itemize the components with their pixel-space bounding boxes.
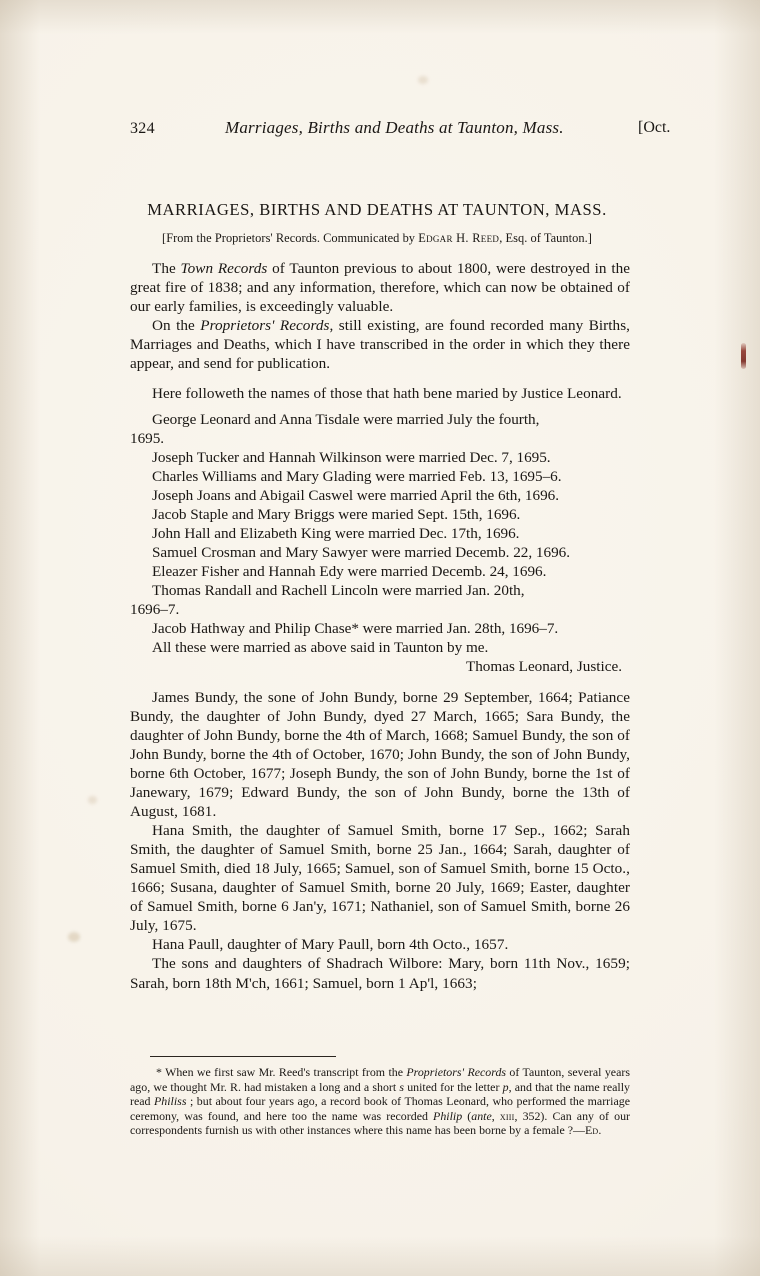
- fn-italic-proprietors-records: Proprietors' Records: [406, 1065, 507, 1079]
- fn-seg7: ,: [491, 1108, 500, 1123]
- record-paragraph-smith: Hana Smith, the daughter of Samuel Smith, borne 17 Sep., 1662; Sarah Smith, the daughter of Samuel Smith, borne 25 Jan., 1664; Sarah, daughter of Samuel Smith, died 18 July, 1665; Samuel, son of Samuel Smith, borne 15 Octo., 1666; Susana, daughter of Samuel Smith, borne 20 July, 1669; Easter, daughter of Samuel Smith, borne 6 Jan'y, 1671; Nathaniel, son of Samuel Smith, borne 26 July, 1675.: [130, 822, 630, 935]
- fn-seg9: .: [598, 1123, 602, 1138]
- page-edge-shadow-left: [0, 0, 40, 1276]
- fn-italic-letter-s: s: [399, 1079, 405, 1094]
- signature-line: Thomas Leonard, Justice.: [465, 658, 622, 676]
- intro-paragraph-3: Here followeth the names of those that hath bene maried by Justice Leonard.: [152, 385, 622, 403]
- paper-foxing-spot: [418, 76, 428, 84]
- footnote-rule: [150, 1056, 336, 1057]
- marriage-line: Jacob Hathway and Philip Chase* were married Jan. 28th, 1696–7.: [152, 620, 559, 638]
- fn-seg8: , 352). Can any of our correspondents furnish us with other instances where this name has been borne by a female ?—: [130, 1108, 631, 1138]
- record-paragraph-bundy: James Bundy, the sone of John Bundy, borne 29 September, 1664; Patiance Bundy, the daughter of John Bundy, dyed 27 March, 1665; Sara Bundy, the daughter of John Bundy, borne the 4th of March, 1668; Samuel Bundy, the son of John Bundy, borne the 4th of October, 1670; John Bundy, the son of John Bundy, borne 6th October, 1677; Joseph Bundy, the son of John Bundy, borne the 1st of Janewary, 1679; Edward Bundy, the son of John Bundy, borne the 13th of August, 1681.: [130, 688, 630, 821]
- page-edge-shadow-right: [714, 0, 760, 1276]
- page-edge-shadow-top: [0, 0, 760, 34]
- marriage-list: [130, 410, 630, 657]
- paper-foxing-spot: [88, 796, 97, 804]
- fn-seg5: ; but about four years ago, a record book of Thomas Leonard, who performed the marriage ceremony, was found, and here too the name was recorded: [130, 1094, 630, 1123]
- intro-block: [130, 259, 630, 993]
- fn-italic-philip: Philip: [433, 1108, 463, 1123]
- running-head-title: Marriages, Births and Deaths at Taunton, Mass.: [225, 118, 564, 137]
- fn-seg1: * When we first saw Mr. Reed's transcript from the: [156, 1065, 407, 1079]
- fn-volume-number: xiii: [499, 1108, 515, 1123]
- p2-seg2: , still existing, are found recorded many Births, Marriages and Deaths, which I have transcribed in the order in which they there appear, and send for publication.: [130, 317, 630, 373]
- page-number: 324: [130, 120, 155, 137]
- marriage-line: 1696–7.: [130, 601, 180, 619]
- intro-paragraph-2: [130, 316, 630, 373]
- paper-foxing-spot: [68, 932, 80, 942]
- marriage-line: John Hall and Elizabeth King were married Dec. 17th, 1696.: [152, 525, 520, 543]
- source-prefix: [From the Proprietors' Records. Communicated by: [162, 231, 419, 245]
- marriage-line: Charles Williams and Mary Glading were married Feb. 13, 1695–6.: [152, 468, 562, 486]
- p2-seg1: On the: [152, 317, 201, 335]
- paragraph-gap: [130, 403, 630, 410]
- marriage-line: Joseph Joans and Abigail Caswel were married April the 6th, 1696.: [152, 487, 559, 505]
- marriage-line: George Leonard and Anna Tisdale were married July the fourth,: [152, 411, 540, 429]
- paragraph-gap: [130, 373, 630, 384]
- marriage-line: Samuel Crosman and Mary Sawyer were married Decemb. 22, 1696.: [152, 544, 571, 562]
- running-head: [130, 112, 671, 152]
- marriage-line: 1695.: [130, 430, 165, 448]
- paragraph-gap: [130, 677, 630, 688]
- marriage-line: Thomas Randall and Rachell Lincoln were married Jan. 20th,: [152, 582, 525, 600]
- margin-ink-mark: [741, 343, 746, 369]
- fn-seg2: of Taunton, several years ago, we thought Mr. R. had mistaken a long and a short: [130, 1065, 630, 1094]
- marriage-line: All these were married as above said in Taunton by me.: [152, 639, 489, 657]
- p1-seg1: The: [152, 260, 181, 277]
- record-paragraph-paull: Hana Paull, daughter of Mary Paull, born 4th Octo., 1657.: [152, 936, 509, 954]
- footnote-text: [130, 1065, 630, 1138]
- text-column: [130, 112, 671, 993]
- page-edge-shadow-bottom: [0, 1236, 760, 1276]
- p1-italic-town-records: Town Records: [180, 260, 268, 277]
- fn-italic-ante: ante: [471, 1108, 492, 1123]
- fn-italic-letter-p: p: [502, 1079, 509, 1094]
- intro-paragraph-1: [130, 259, 630, 316]
- marriage-line: Joseph Tucker and Hannah Wilkinson were married Dec. 7, 1695.: [152, 449, 551, 467]
- fn-editor-signature: Ed: [584, 1123, 599, 1138]
- marriage-line: Eleazer Fisher and Hannah Edy were married Decemb. 24, 1696.: [152, 563, 547, 581]
- fn-seg6: (: [462, 1108, 472, 1123]
- fn-seg4: , and that the name really read: [130, 1079, 630, 1109]
- fn-seg3: united for the letter: [404, 1079, 503, 1094]
- p1-seg2: of Taunton previous to about 1800, were destroyed in the great fire of 1838; and any information, therefore, which can now be obtained of our early families, is exceedingly valuable.: [130, 260, 631, 316]
- fn-italic-philiss: Philiss: [154, 1094, 187, 1109]
- footnote-block: [130, 1056, 630, 1138]
- article-source-line: [124, 231, 630, 246]
- p2-italic-proprietors-records: Proprietors' Records: [200, 317, 330, 335]
- contributor-name: Edgar H. Reed: [418, 231, 500, 245]
- running-head-month: [Oct.: [638, 119, 671, 136]
- article-title: MARRIAGES, BIRTHS AND DEATHS AT TAUNTON, MASS.: [147, 200, 607, 219]
- record-paragraph-wilbore: The sons and daughters of Shadrach Wilbore: Mary, born 11th Nov., 1659; Sarah, born 18th M'ch, 1661; Samuel, born 1 Ap'l, 1663;: [130, 955, 630, 992]
- marriage-line: Jacob Staple and Mary Briggs were maried Sept. 15th, 1696.: [152, 506, 521, 524]
- source-suffix: , Esq. of Taunton.]: [499, 231, 592, 245]
